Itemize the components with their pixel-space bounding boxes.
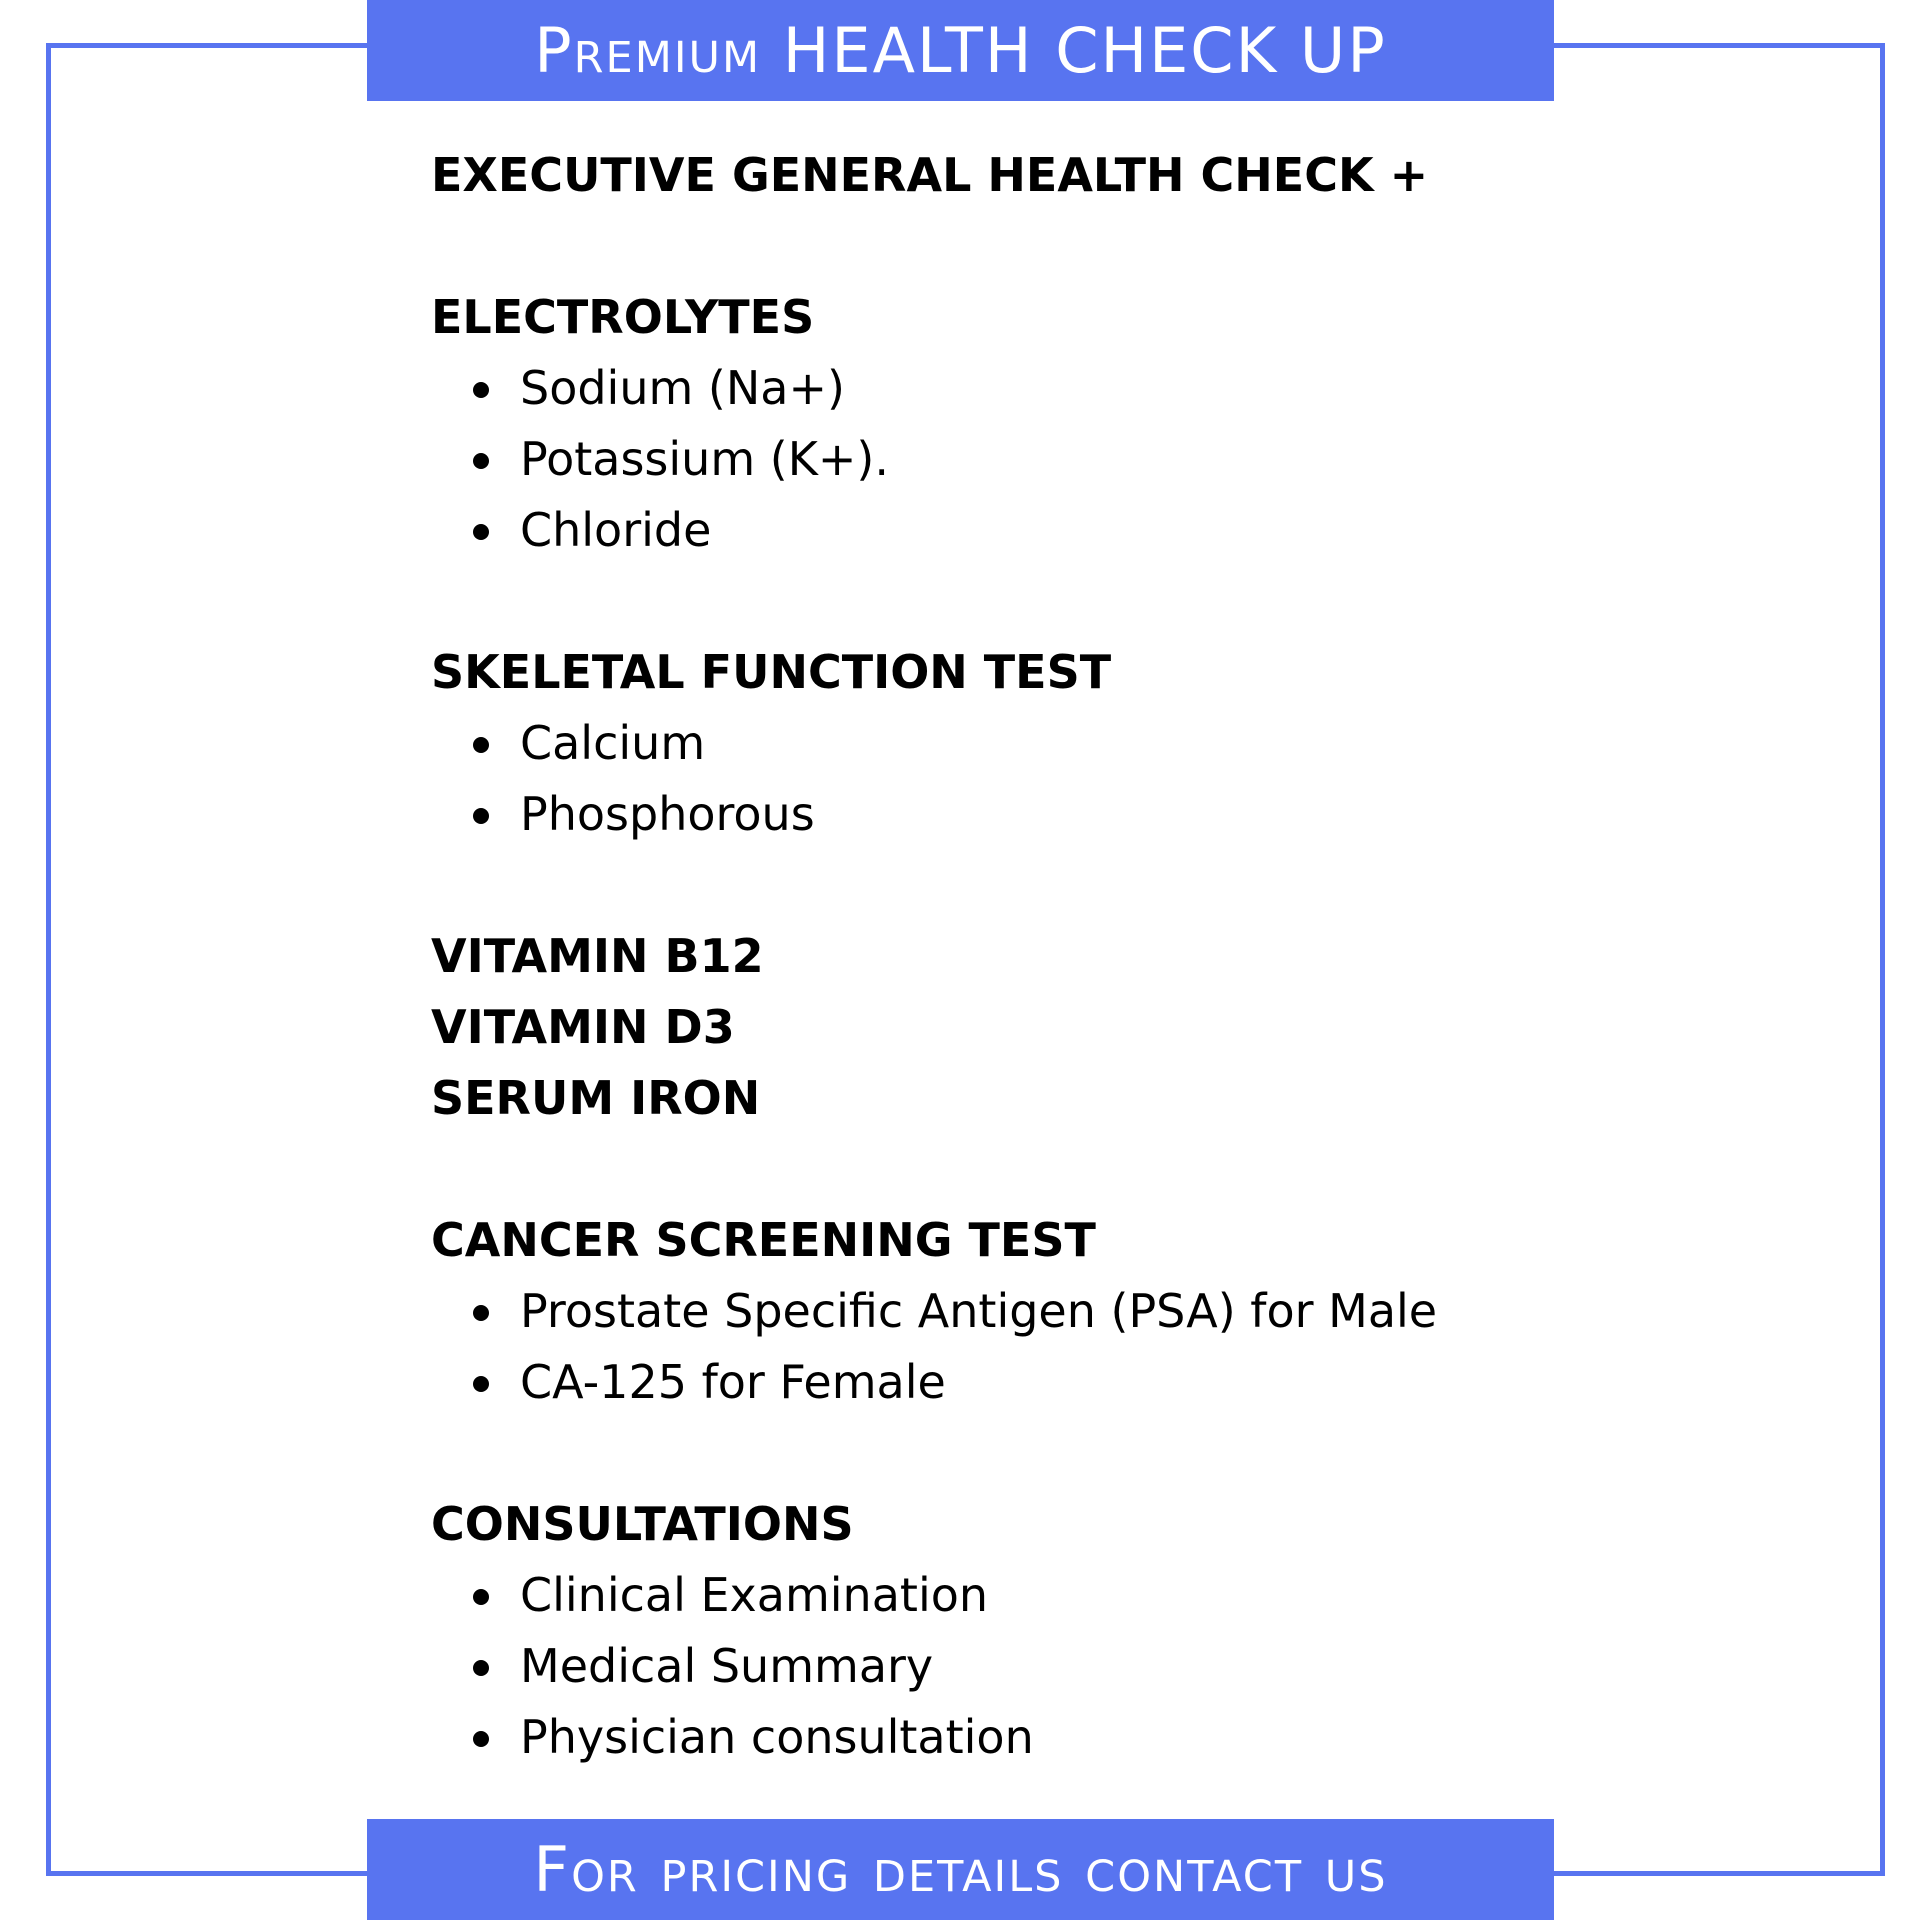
bullet-icon [473, 737, 489, 753]
bullet-icon [473, 1376, 489, 1392]
spacer [431, 850, 1611, 921]
spacer [431, 1418, 1611, 1489]
header-banner [367, 0, 1554, 101]
list-item [431, 708, 1611, 779]
spacer [431, 566, 1611, 637]
section-title-skeletal: SKELETAL FUNCTION TEST [431, 645, 1112, 699]
list-item-label: Clinical Examination [520, 1568, 989, 1622]
list-item [431, 1702, 1611, 1773]
list-item [431, 1276, 1611, 1347]
header-title: Premium HEALTH CHECK UP [534, 14, 1387, 87]
consultations-list [431, 1560, 1611, 1773]
list-item [431, 353, 1611, 424]
section-title-electrolytes: ELECTROLYTES [431, 290, 815, 344]
cancer-list [431, 1276, 1611, 1418]
list-item [431, 1347, 1611, 1418]
list-item-label: CA-125 for Female [520, 1355, 946, 1409]
list-item-label: Prostate Specific Antigen (PSA) for Male [520, 1284, 1438, 1338]
electrolytes-list [431, 353, 1611, 566]
list-item [431, 1560, 1611, 1631]
list-item-label: Potassium (K+). [520, 432, 889, 486]
bullet-icon [473, 1589, 489, 1605]
vitamin-d3-title: VITAMIN D3 [431, 1000, 735, 1054]
bullet-icon [473, 808, 489, 824]
skeletal-list [431, 708, 1611, 850]
bullet-icon [473, 1731, 489, 1747]
section-title-cancer: CANCER SCREENING TEST [431, 1213, 1096, 1267]
bullet-icon [473, 1660, 489, 1676]
section-title-consultations: CONSULTATIONS [431, 1497, 854, 1551]
list-item [431, 779, 1611, 850]
spacer [431, 211, 1611, 282]
footer-cta: For pricing details contact us [533, 1833, 1388, 1906]
test-list-content [431, 140, 1611, 1773]
spacer [431, 1134, 1611, 1205]
list-item-label: Sodium (Na+) [520, 361, 845, 415]
section-title-executive: EXECUTIVE GENERAL HEALTH CHECK + [431, 148, 1429, 202]
list-item [431, 1631, 1611, 1702]
bullet-icon [473, 382, 489, 398]
list-item-label: Chloride [520, 503, 712, 557]
list-item-label: Phosphorous [520, 787, 815, 841]
list-item [431, 424, 1611, 495]
serum-iron-title: SERUM IRON [431, 1071, 761, 1125]
list-item-label: Medical Summary [520, 1639, 934, 1693]
bullet-icon [473, 524, 489, 540]
list-item [431, 495, 1611, 566]
list-item-label: Physician consultation [520, 1710, 1034, 1764]
vitamin-b12-title: VITAMIN B12 [431, 929, 764, 983]
list-item-label: Calcium [520, 716, 706, 770]
bullet-icon [473, 1305, 489, 1321]
footer-banner [367, 1819, 1554, 1920]
bullet-icon [473, 453, 489, 469]
